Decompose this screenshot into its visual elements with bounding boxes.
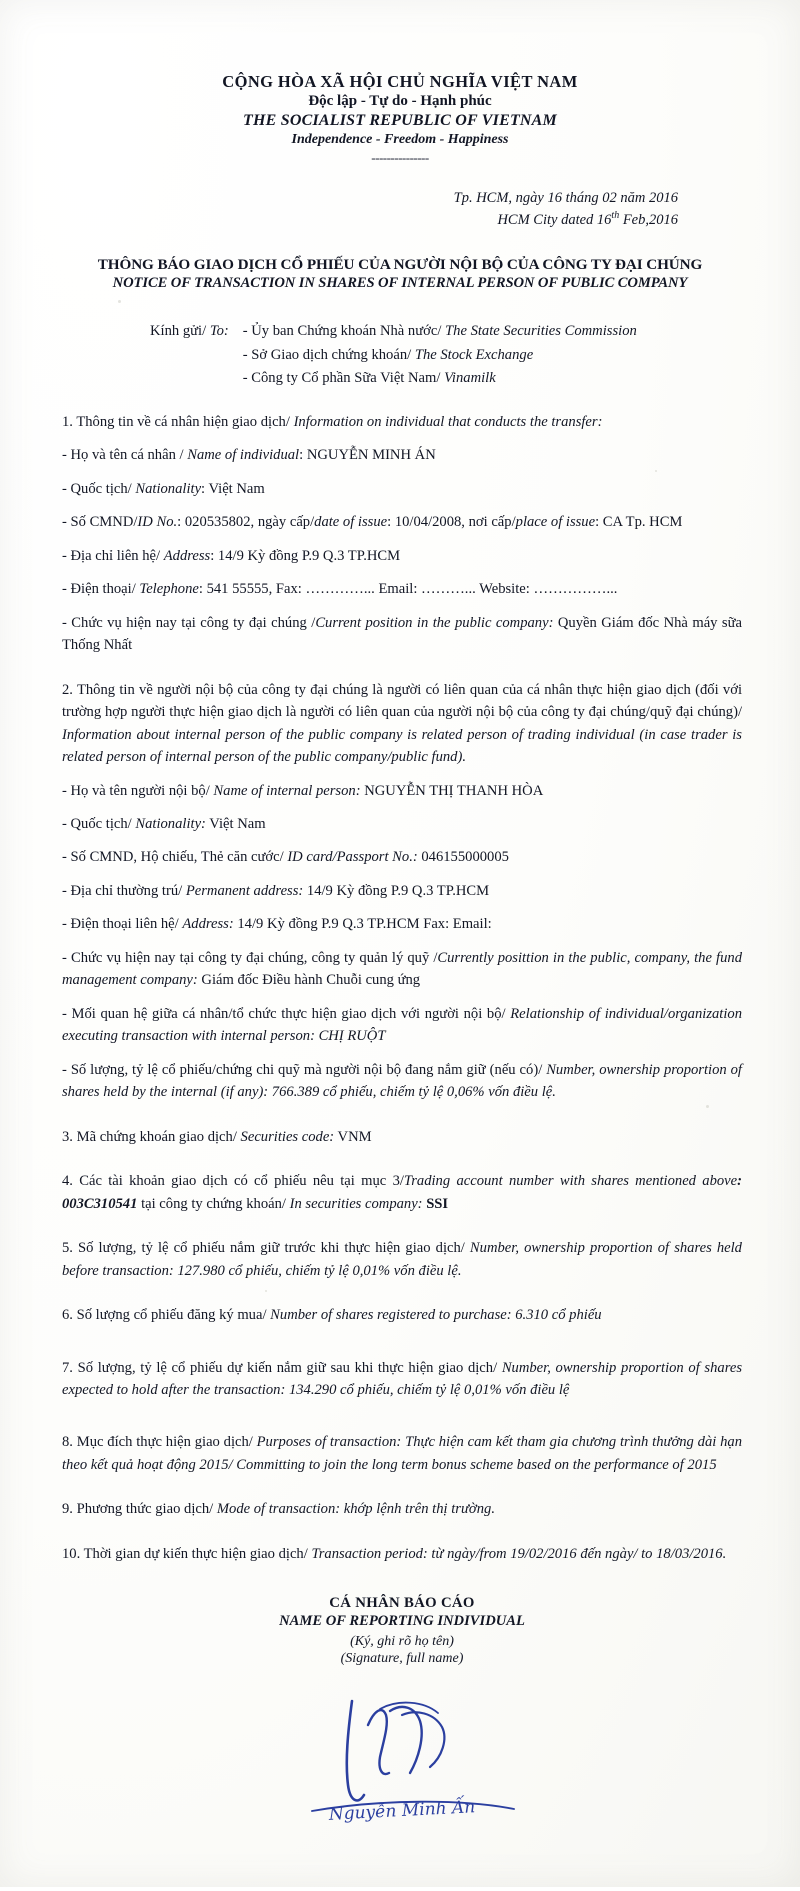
section-6: 6. Số lượng cổ phiếu đăng ký mua/ Number of shares registered to purchase: 6.310 cổ phiếu — [62, 1307, 602, 1324]
section-2-id: - Số CMND, Hộ chiếu, Thẻ căn cước/ ID card/Passport No.: 046155000005 — [62, 849, 509, 866]
national-motto-vn: Độc lập - Tự do - Hạnh phúc — [308, 93, 492, 109]
section-2-heading: 2. Thông tin về người nội bộ của công ty đại chúng là người có liên quan của cá nhân thực hiện giao dịch (đối với trường hợp người thực hiện giao dịch là người có liên quan của người nội bộ của công ty đại chúng/quỹ đại chúng)/ Information about internal person of the public company is related person of trading individual (in case trader is related person of internal person of the public company/public fund). — [62, 681, 742, 766]
signature-area — [62, 1681, 742, 1891]
section-5: 5. Số lượng, tỷ lệ cổ phiếu nắm giữ trước khi thực hiện giao dịch/ Number, ownership proportion of shares held before transaction: 127.980 cổ phiếu, chiếm tỷ lệ 0,01% vốn điều lệ. — [62, 1240, 742, 1279]
document-title — [0, 256, 800, 292]
section-2-contact: - Điện thoại liên hệ/ Address: 14/9 Kỳ đồng P.9 Q.3 TP.HCM Fax: Email: — [62, 916, 492, 933]
date-block — [0, 188, 800, 230]
section-2-nationality: - Quốc tịch/ Nationality: Việt Nam — [62, 816, 266, 832]
recipients-label: Kính gửi/ To: — [150, 322, 229, 339]
section-10: 10. Thời gian dự kiến thực hiện giao dịch/ Transaction period: từ ngày/from 19/02/2016 đến ngày/ to 18/03/2016. — [62, 1545, 727, 1562]
section-1-id: - Số CMND/ID No.: 020535802, ngày cấp/date of issue: 10/04/2008, nơi cấp/place of issue: CA Tp. HCM — [62, 514, 683, 531]
handwritten-signature-icon — [252, 1681, 552, 1851]
header-divider: --------------- — [371, 150, 429, 165]
section-1-heading: 1. Thông tin về cá nhân hiện giao dịch/ Information on individual that conducts the transfer: — [62, 413, 603, 430]
recipient-item: - Sở Giao dịch chứng khoán/ The Stock Exchange — [242, 346, 534, 363]
date-ordinal-suffix: th — [611, 209, 620, 221]
date-line-en: HCM City dated 16th Feb,2016 — [497, 209, 678, 228]
section-1-name: - Họ và tên cá nhân / Name of individual: NGUYỄN MINH ÁN — [62, 447, 436, 464]
recipient-item: - Ủy ban Chứng khoán Nhà nước/ The State Securities Commission — [242, 322, 637, 339]
section-1-address: - Địa chỉ liên hệ/ Address: 14/9 Kỳ đồng P.9 Q.3 TP.HCM — [62, 547, 401, 564]
document-body — [0, 411, 800, 1891]
recipients-list — [229, 320, 637, 391]
section-2-permanent-address: - Địa chỉ thường trú/ Permanent address: 14/9 Kỳ đồng P.9 Q.3 TP.HCM — [62, 882, 490, 899]
section-8: 8. Mục đích thực hiện giao dịch/ Purposes of transaction: Thực hiện cam kết tham gia chương trình thưởng dài hạn theo kết quả hoạt động 2015/ Committing to join the long term bonus scheme based on the performance of 2015 — [62, 1434, 742, 1473]
signature-title-vn: CÁ NHÂN BÁO CÁO — [329, 1595, 475, 1612]
section-2-position: - Chức vụ hiện nay tại công ty đại chúng, công ty quản lý quỹ /Currently posittion in the public, company, the fund management company: Giám đốc Điều hành Chuỗi cung ứng — [62, 949, 743, 989]
section-7: 7. Số lượng, tỷ lệ cổ phiếu dự kiến nắm giữ sau khi thực hiện giao dịch/ Number, ownership proportion of shares expected to hold after the transaction: 134.290 cổ phiếu, chiếm tỷ lệ 0,01% vốn điều lệ — [62, 1359, 742, 1398]
section-2-name: - Họ và tên người nội bộ/ Name of internal person: NGUYỄN THỊ THANH HÒA — [62, 782, 544, 799]
section-1-phone: - Điện thoại/ Telephone: 541 55555, Fax: …………... Email: ………... Website: ……………... — [62, 581, 618, 598]
section-1-position: - Chức vụ hiện nay tại công ty đại chúng /Current position in the public company: Quyền Giám đốc Nhà máy sữa Thống Nhất — [62, 614, 742, 654]
document-title-vn: THÔNG BÁO GIAO DỊCH CỔ PHIẾU CỦA NGƯỜI NỘI BỘ CỦA CÔNG TY ĐẠI CHÚNG — [97, 255, 703, 273]
section-2-holding: - Số lượng, tỷ lệ cổ phiếu/chứng chi quỹ mà người nội bộ đang nắm giữ (nếu có)/ Number, ownership proportion of shares held by the internal (if any): 766.389 cổ phiếu, chiếm tỷ lệ 0,06% vốn điều lệ. — [62, 1061, 742, 1101]
national-motto-en: Independence - Freedom - Happiness — [291, 132, 509, 147]
section-9: 9. Phương thức giao dịch/ Mode of transaction: khớp lệnh trên thị trường. — [62, 1501, 495, 1518]
national-header — [0, 72, 800, 166]
document-title-en: NOTICE OF TRANSACTION IN SHARES OF INTERNAL PERSON OF PUBLIC COMPANY — [112, 274, 688, 291]
section-3: 3. Mã chứng khoán giao dịch/ Securities code: VNM — [62, 1128, 372, 1145]
signature-note-vn: (Ký, ghi rõ họ tên) — [350, 1634, 454, 1650]
national-title-en: THE SOCIALIST REPUBLIC OF VIETNAM — [243, 112, 557, 129]
date-line-vn: Tp. HCM, ngày 16 tháng 02 năm 2016 — [453, 190, 678, 206]
signature-name: Nguyễn Minh Ấn — [328, 1797, 476, 1826]
section-4: 4. Các tài khoản giao dịch có cổ phiếu nêu tại mục 3/Trading account number with shares mentioned above: 003C310541 tại công ty chứng khoán/ In securities company: SSI — [62, 1173, 742, 1212]
signature-block — [62, 1595, 742, 1891]
section-2-relationship: - Mối quan hệ giữa cá nhân/tổ chức thực hiện giao dịch với người nội bộ/ Relationship of individual/organization executing transaction with internal person: CHỊ RUỘT — [62, 1005, 743, 1045]
signature-note-en: (Signature, full name) — [340, 1651, 464, 1667]
national-title-vn: CỘNG HÒA XÃ HỘI CHỦ NGHĨA VIỆT NAM — [222, 72, 578, 91]
section-1-nationality: - Quốc tịch/ Nationality: Việt Nam — [62, 480, 265, 497]
signature-title-en: NAME OF REPORTING INDIVIDUAL — [279, 1613, 525, 1630]
recipient-item: - Công ty Cổ phần Sữa Việt Nam/ Vinamilk — [242, 370, 496, 387]
recipients-block — [0, 320, 800, 391]
